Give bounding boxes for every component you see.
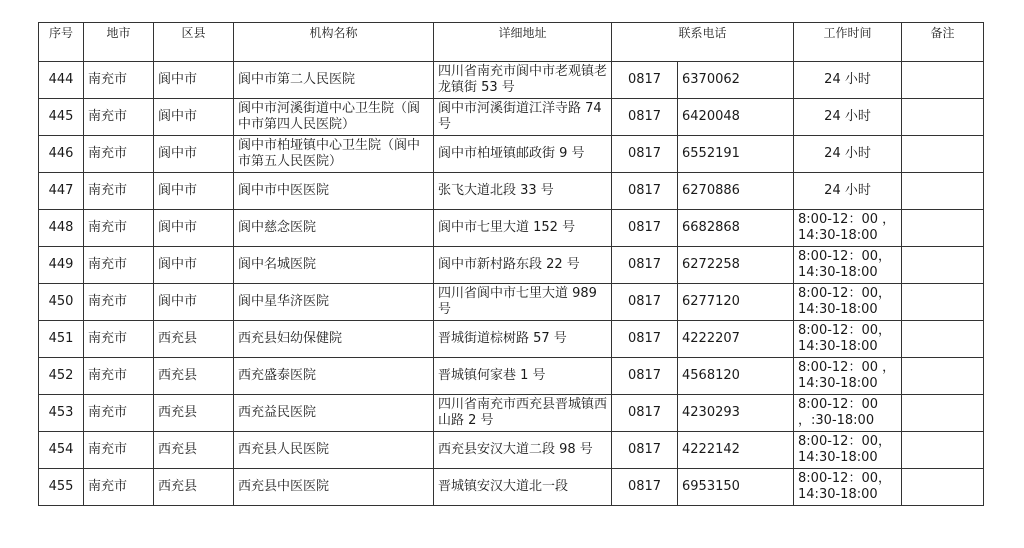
header-name: 机构名称 xyxy=(234,23,434,62)
cell-area-code: 0817 xyxy=(612,136,678,173)
cell-name: 阆中市第二人民医院 xyxy=(234,62,434,99)
cell-area-code: 0817 xyxy=(612,321,678,358)
table-row xyxy=(39,469,984,506)
cell-area-code: 0817 xyxy=(612,358,678,395)
cell-district: 阆中市 xyxy=(154,99,234,136)
cell-area-code: 0817 xyxy=(612,210,678,247)
cell-address: 阆中市河溪街道江洋寺路 74 号 xyxy=(434,99,612,136)
hospital-table xyxy=(38,22,984,506)
cell-address: 四川省阆中市七里大道 989 号 xyxy=(434,284,612,321)
cell-seq: 452 xyxy=(39,358,84,395)
cell-phone: 4230293 xyxy=(678,395,794,432)
cell-address: 四川省南充市阆中市老观镇老龙镇街 53 号 xyxy=(434,62,612,99)
cell-area-code: 0817 xyxy=(612,247,678,284)
cell-seq: 449 xyxy=(39,247,84,284)
cell-address: 晋城街道棕树路 57 号 xyxy=(434,321,612,358)
cell-remark xyxy=(902,173,984,210)
cell-district: 西充县 xyxy=(154,395,234,432)
cell-city: 南充市 xyxy=(84,284,154,321)
cell-hours: 8:00-12：00 ，:30-18:00 xyxy=(794,395,902,432)
cell-area-code: 0817 xyxy=(612,284,678,321)
cell-seq: 455 xyxy=(39,469,84,506)
header-row xyxy=(39,23,984,62)
header-city: 地市 xyxy=(84,23,154,62)
cell-address: 四川省南充市西充县晋城镇西山路 2 号 xyxy=(434,395,612,432)
header-remark: 备注 xyxy=(902,23,984,62)
cell-hours: 24 小时 xyxy=(794,173,902,210)
cell-address: 西充县安汉大道二段 98 号 xyxy=(434,432,612,469)
cell-remark xyxy=(902,284,984,321)
cell-name: 西充县中医医院 xyxy=(234,469,434,506)
cell-hours: 8:00-12：00，14:30-18:00 xyxy=(794,284,902,321)
cell-city: 南充市 xyxy=(84,247,154,284)
cell-hours: 24 小时 xyxy=(794,136,902,173)
cell-seq: 447 xyxy=(39,173,84,210)
cell-district: 阆中市 xyxy=(154,284,234,321)
cell-name: 阆中市河溪街道中心卫生院（阆中市第四人民医院） xyxy=(234,99,434,136)
cell-district: 阆中市 xyxy=(154,62,234,99)
cell-remark xyxy=(902,432,984,469)
cell-phone: 6953150 xyxy=(678,469,794,506)
cell-area-code: 0817 xyxy=(612,99,678,136)
table-row xyxy=(39,432,984,469)
table-row xyxy=(39,321,984,358)
cell-name: 阆中市中医医院 xyxy=(234,173,434,210)
cell-phone: 6270886 xyxy=(678,173,794,210)
table-row xyxy=(39,136,984,173)
header-phone: 联系电话 xyxy=(612,23,794,62)
header-address: 详细地址 xyxy=(434,23,612,62)
cell-district: 阆中市 xyxy=(154,210,234,247)
cell-seq: 448 xyxy=(39,210,84,247)
table-row xyxy=(39,247,984,284)
cell-remark xyxy=(902,99,984,136)
table-row xyxy=(39,99,984,136)
cell-district: 西充县 xyxy=(154,321,234,358)
cell-remark xyxy=(902,210,984,247)
cell-city: 南充市 xyxy=(84,210,154,247)
cell-name: 阆中星华济医院 xyxy=(234,284,434,321)
cell-district: 西充县 xyxy=(154,432,234,469)
table-row xyxy=(39,62,984,99)
cell-remark xyxy=(902,62,984,99)
cell-seq: 446 xyxy=(39,136,84,173)
cell-remark xyxy=(902,136,984,173)
cell-city: 南充市 xyxy=(84,358,154,395)
cell-district: 阆中市 xyxy=(154,247,234,284)
table-row xyxy=(39,284,984,321)
cell-area-code: 0817 xyxy=(612,432,678,469)
cell-hours: 24 小时 xyxy=(794,62,902,99)
cell-city: 南充市 xyxy=(84,469,154,506)
cell-phone: 6277120 xyxy=(678,284,794,321)
cell-district: 西充县 xyxy=(154,358,234,395)
cell-area-code: 0817 xyxy=(612,62,678,99)
cell-hours: 8:00-12：00，14:30-18:00 xyxy=(794,247,902,284)
cell-city: 南充市 xyxy=(84,136,154,173)
table-row xyxy=(39,358,984,395)
cell-remark xyxy=(902,395,984,432)
cell-phone: 4222142 xyxy=(678,432,794,469)
cell-name: 阆中市柏垭镇中心卫生院（阆中市第五人民医院） xyxy=(234,136,434,173)
cell-seq: 454 xyxy=(39,432,84,469)
cell-district: 阆中市 xyxy=(154,136,234,173)
cell-phone: 6420048 xyxy=(678,99,794,136)
cell-city: 南充市 xyxy=(84,321,154,358)
cell-address: 晋城镇安汉大道北一段 xyxy=(434,469,612,506)
cell-phone: 6370062 xyxy=(678,62,794,99)
cell-remark xyxy=(902,469,984,506)
cell-phone: 4222207 xyxy=(678,321,794,358)
cell-address: 晋城镇何家巷 1 号 xyxy=(434,358,612,395)
cell-city: 南充市 xyxy=(84,99,154,136)
cell-remark xyxy=(902,358,984,395)
cell-hours: 8:00-12：00，14:30-18:00 xyxy=(794,469,902,506)
cell-phone: 6272258 xyxy=(678,247,794,284)
cell-city: 南充市 xyxy=(84,173,154,210)
cell-seq: 453 xyxy=(39,395,84,432)
cell-phone: 4568120 xyxy=(678,358,794,395)
cell-hours: 8:00-12：00，14:30-18:00 xyxy=(794,321,902,358)
cell-name: 西充县妇幼保健院 xyxy=(234,321,434,358)
cell-district: 阆中市 xyxy=(154,173,234,210)
cell-name: 西充益民医院 xyxy=(234,395,434,432)
table-row xyxy=(39,173,984,210)
cell-hours: 8:00-12：00 ，14:30-18:00 xyxy=(794,210,902,247)
cell-hours: 24 小时 xyxy=(794,99,902,136)
cell-address: 阆中市新村路东段 22 号 xyxy=(434,247,612,284)
cell-city: 南充市 xyxy=(84,432,154,469)
cell-area-code: 0817 xyxy=(612,173,678,210)
header-seq: 序号 xyxy=(39,23,84,62)
cell-remark xyxy=(902,247,984,284)
cell-phone: 6682868 xyxy=(678,210,794,247)
cell-hours: 8:00-12：00 ，14:30-18:00 xyxy=(794,358,902,395)
header-district: 区县 xyxy=(154,23,234,62)
cell-name: 阆中慈念医院 xyxy=(234,210,434,247)
cell-name: 西充县人民医院 xyxy=(234,432,434,469)
cell-area-code: 0817 xyxy=(612,469,678,506)
cell-address: 张飞大道北段 33 号 xyxy=(434,173,612,210)
header-hours: 工作时间 xyxy=(794,23,902,62)
table-row xyxy=(39,395,984,432)
cell-address: 阆中市柏垭镇邮政街 9 号 xyxy=(434,136,612,173)
cell-address: 阆中市七里大道 152 号 xyxy=(434,210,612,247)
cell-seq: 444 xyxy=(39,62,84,99)
cell-seq: 450 xyxy=(39,284,84,321)
cell-seq: 451 xyxy=(39,321,84,358)
cell-name: 西充盛泰医院 xyxy=(234,358,434,395)
table-row xyxy=(39,210,984,247)
cell-city: 南充市 xyxy=(84,62,154,99)
cell-area-code: 0817 xyxy=(612,395,678,432)
cell-name: 阆中名城医院 xyxy=(234,247,434,284)
cell-seq: 445 xyxy=(39,99,84,136)
cell-remark xyxy=(902,321,984,358)
cell-phone: 6552191 xyxy=(678,136,794,173)
cell-district: 西充县 xyxy=(154,469,234,506)
cell-hours: 8:00-12：00，14:30-18:00 xyxy=(794,432,902,469)
cell-city: 南充市 xyxy=(84,395,154,432)
